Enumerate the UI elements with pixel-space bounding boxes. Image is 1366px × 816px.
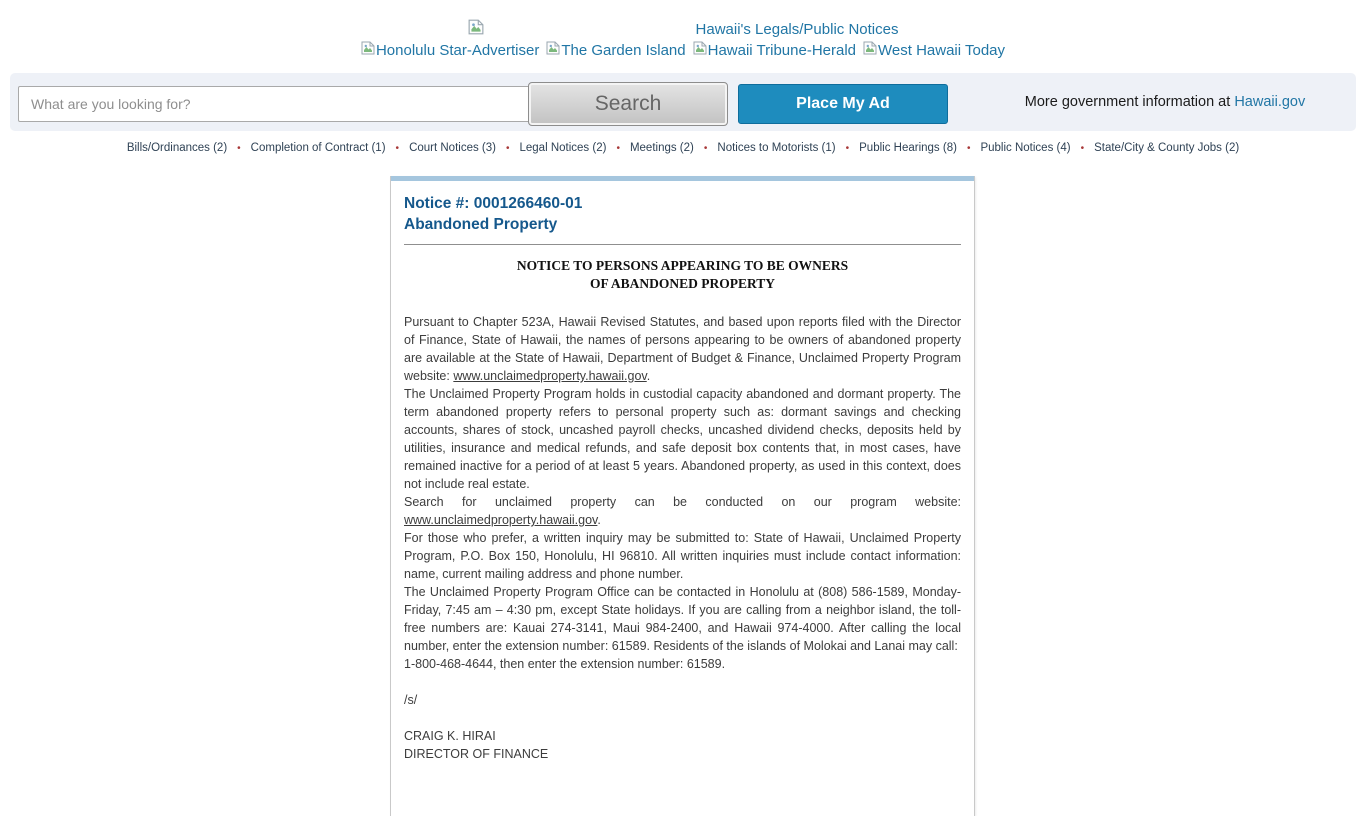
newspaper-link-honolulu-star-advertiser[interactable] <box>361 41 539 59</box>
paragraph-text: Pursuant to Chapter 523A, Hawaii Revised Statutes, and based upon reports filed with the Director of Finance, State of Hawaii, the names of persons appearing to be owners of abandoned property are available at the State of Hawaii, Department of Budget & Finance, Unclaimed Property Program website: <box>404 315 961 383</box>
header-top-row <box>0 18 1366 40</box>
hawaii-gov-link[interactable]: Hawaii.gov <box>1234 94 1306 110</box>
signature-mark: /s/ <box>404 693 418 707</box>
unclaimed-property-link[interactable]: www.unclaimedproperty.hawaii.gov <box>404 513 598 527</box>
notice-paragraph: 1-800-468-4644, then enter the extension number: 61589. <box>404 657 726 671</box>
notice-heading-line1: NOTICE TO PERSONS APPEARING TO BE OWNERS <box>516 258 849 273</box>
nav-separator-dot: • <box>1080 142 1085 154</box>
nav-separator-dot: • <box>966 142 971 154</box>
notice-paragraph: For those who prefer, a written inquiry may be submitted to: State of Hawaii, Unclaimed Property Program, P.O. Box 150, Honolulu, HI 96810. All written inquiries must include contact information: name, current mailing address and phone number. <box>404 531 961 581</box>
signer-title: DIRECTOR OF FINANCE <box>404 747 549 761</box>
title-divider <box>404 244 961 245</box>
newspaper-link-hawaii-tribune-herald[interactable] <box>693 41 856 59</box>
paragraph-text: . <box>597 513 601 527</box>
newspaper-link-garden-island[interactable] <box>546 41 685 59</box>
nav-category-meetings[interactable]: Meetings (2) <box>629 142 694 154</box>
notice-paragraph <box>404 313 961 385</box>
nav-separator-dot: • <box>845 142 850 154</box>
broken-image-icon <box>468 19 484 40</box>
nav-category-public-notices[interactable]: Public Notices (4) <box>980 142 1071 154</box>
notice-heading-line2: OF ABANDONED PROPERTY <box>589 276 776 291</box>
broken-image-icon <box>863 41 877 59</box>
newspaper-label: The Garden Island <box>561 41 686 59</box>
search-button[interactable]: Search <box>528 82 728 126</box>
nav-category-notices-to-motorists[interactable]: Notices to Motorists (1) <box>717 142 836 154</box>
notice-category: Abandoned Property <box>404 216 558 233</box>
paragraph-text: . <box>646 369 651 383</box>
nav-category-public-hearings[interactable]: Public Hearings (8) <box>859 142 957 154</box>
broken-image-icon <box>693 41 707 59</box>
nav-separator-dot: • <box>505 142 510 154</box>
paragraph-text: Search for unclaimed property can be conducted on our program website: <box>404 495 961 509</box>
nav-category-court-notices[interactable]: Court Notices (3) <box>409 142 496 154</box>
signer-name: CRAIG K. HIRAI <box>404 729 496 743</box>
unclaimed-property-link[interactable]: www.unclaimedproperty.hawaii.gov <box>453 369 647 383</box>
nav-category-bills-ordinances[interactable]: Bills/Ordinances (2) <box>126 142 228 154</box>
nav-category-completion-of-contract[interactable]: Completion of Contract (1) <box>250 142 386 154</box>
nav-separator-dot: • <box>237 142 241 154</box>
notice-paragraph: The Unclaimed Property Program Office can be contacted in Honolulu at (808) 586-1589, Monday-Friday, 7:45 am – 4:30 pm, except State holidays. If you are calling from a neighbor island, the toll-free numbers are: Kauai 274-3141, Maui 984-2400, and Hawaii 974-4000. After calling the local number, enter the extension number: 61589. Residents of the islands of Molokai and Lanai may call: <box>404 585 961 653</box>
broken-image-icon <box>361 41 375 59</box>
nav-separator-dot: • <box>703 142 708 154</box>
nav-category-state-city-county-jobs[interactable]: State/City & County Jobs (2) <box>1094 142 1240 154</box>
notice-body <box>404 313 961 763</box>
notice-card <box>390 176 975 816</box>
newspaper-links-row <box>0 40 1366 60</box>
notice-paragraph: The Unclaimed Property Program holds in custodial capacity abandoned and dormant property. The term abandoned property refers to personal property such as: dormant savings and checking accounts, shares of stock, uncashed payroll checks, uncashed dividend checks, deposits held by utilities, insurance and medical refunds, and safe deposit box contents that, in most cases, have remained inactive for a period of at least 5 years. Abandoned property, as used in this context, does not include real estate. <box>404 387 961 491</box>
notice-number: Notice #: 0001266460-01 <box>404 195 583 212</box>
newspaper-link-west-hawaii-today[interactable] <box>863 41 1005 59</box>
nav-category-legal-notices[interactable]: Legal Notices (2) <box>519 142 607 154</box>
category-nav <box>0 140 1366 156</box>
site-title-link[interactable]: Hawaii's Legals/Public Notices <box>695 20 899 38</box>
newspaper-label: Hawaii Tribune-Herald <box>707 41 857 59</box>
notice-heading <box>404 257 961 293</box>
nav-separator-dot: • <box>616 142 620 154</box>
newspaper-label: West Hawaii Today <box>878 41 1006 59</box>
gov-info-text <box>970 73 1360 131</box>
search-input[interactable] <box>18 86 532 122</box>
broken-image-icon <box>546 41 560 59</box>
newspaper-label: Honolulu Star-Advertiser <box>375 41 540 59</box>
signature-block <box>404 673 961 763</box>
gov-info-label: More government information at <box>1024 94 1235 110</box>
notice-paragraph <box>404 493 961 529</box>
notice-card-top-accent <box>391 176 974 181</box>
notice-title <box>404 193 961 235</box>
search-bar <box>10 73 1356 131</box>
nav-separator-dot: • <box>395 142 400 154</box>
place-my-ad-button[interactable]: Place My Ad <box>738 84 948 124</box>
